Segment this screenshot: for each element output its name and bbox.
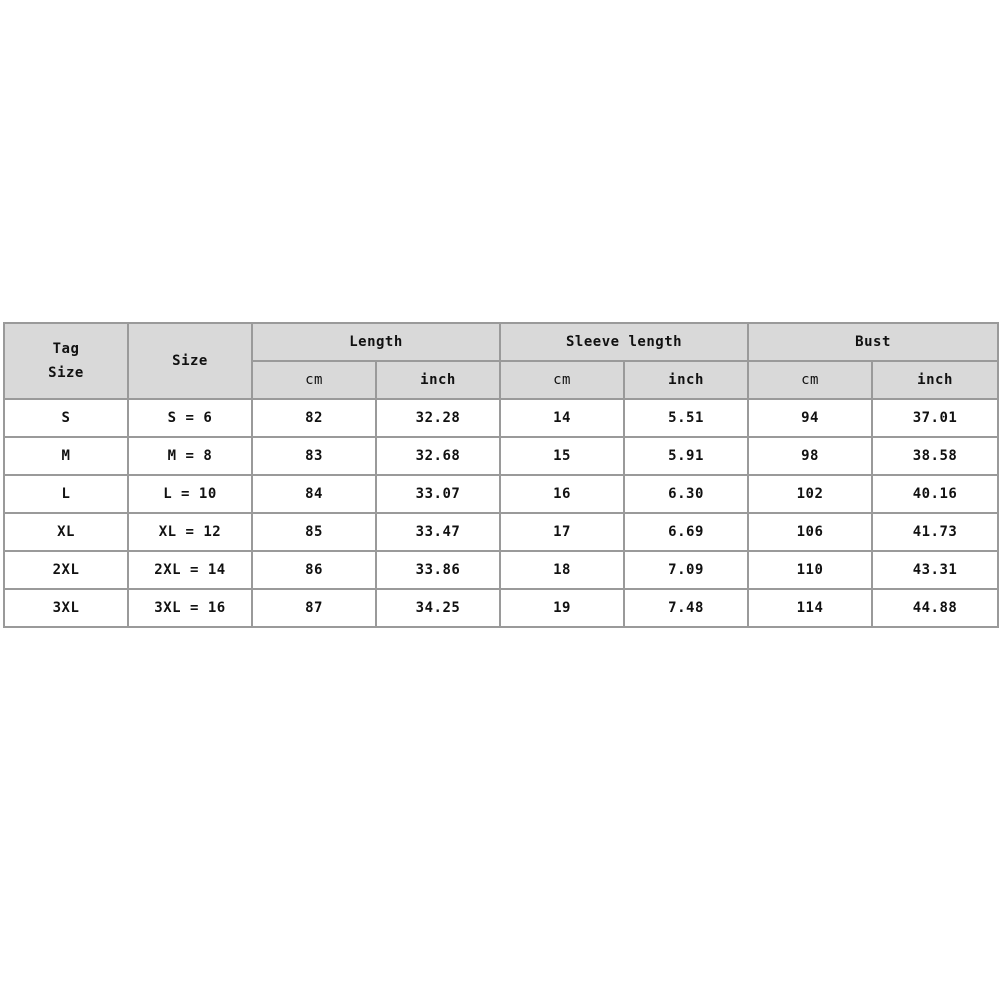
cell-bust-inch: 37.01 [872,399,998,437]
cell-length-inch: 34.25 [376,589,500,627]
cell-sleeve-inch: 7.48 [624,589,748,627]
cell-size: L = 10 [128,475,252,513]
cell-bust-inch: 41.73 [872,513,998,551]
cell-bust-cm: 114 [748,589,872,627]
header-row-main [4,323,998,361]
cell-tag-size: M [4,437,128,475]
cell-sleeve-cm: 15 [500,437,624,475]
cell-bust-inch: 40.16 [872,475,998,513]
cell-bust-cm: 110 [748,551,872,589]
header-length: Length [252,323,500,361]
cell-sleeve-inch: 5.51 [624,399,748,437]
table-row [4,551,998,589]
header-sleeve-inch: inch [624,361,748,399]
cell-sleeve-cm: 19 [500,589,624,627]
cell-tag-size: S [4,399,128,437]
header-bust-inch: inch [872,361,998,399]
cell-length-cm: 83 [252,437,376,475]
cell-tag-size: L [4,475,128,513]
cell-size: XL = 12 [128,513,252,551]
size-chart-body [4,399,998,627]
cell-size: 2XL = 14 [128,551,252,589]
cell-size: M = 8 [128,437,252,475]
cell-sleeve-cm: 14 [500,399,624,437]
table-row [4,399,998,437]
table-row [4,589,998,627]
table-row [4,513,998,551]
cell-sleeve-inch: 5.91 [624,437,748,475]
header-sleeve-cm: cm [500,361,624,399]
header-length-cm: cm [252,361,376,399]
cell-length-inch: 32.68 [376,437,500,475]
header-sleeve-length: Sleeve length [500,323,748,361]
cell-bust-inch: 43.31 [872,551,998,589]
cell-length-cm: 84 [252,475,376,513]
cell-bust-cm: 98 [748,437,872,475]
size-chart-table [3,322,999,628]
cell-bust-cm: 102 [748,475,872,513]
cell-length-inch: 33.47 [376,513,500,551]
header-tag-size-line2: Size [48,365,84,381]
header-tag-size-line1: Tag [52,341,80,357]
cell-bust-inch: 38.58 [872,437,998,475]
cell-length-cm: 86 [252,551,376,589]
cell-sleeve-cm: 18 [500,551,624,589]
cell-sleeve-inch: 6.30 [624,475,748,513]
cell-size: 3XL = 16 [128,589,252,627]
cell-length-inch: 33.86 [376,551,500,589]
cell-bust-cm: 94 [748,399,872,437]
cell-tag-size: 3XL [4,589,128,627]
table-row [4,475,998,513]
cell-length-inch: 33.07 [376,475,500,513]
cell-tag-size: XL [4,513,128,551]
header-size: Size [128,323,252,399]
table-row [4,437,998,475]
cell-tag-size: 2XL [4,551,128,589]
header-length-inch: inch [376,361,500,399]
cell-length-cm: 82 [252,399,376,437]
header-bust: Bust [748,323,998,361]
header-tag-size [4,323,128,399]
cell-sleeve-cm: 16 [500,475,624,513]
cell-bust-inch: 44.88 [872,589,998,627]
cell-sleeve-inch: 7.09 [624,551,748,589]
cell-length-cm: 85 [252,513,376,551]
cell-length-inch: 32.28 [376,399,500,437]
cell-sleeve-inch: 6.69 [624,513,748,551]
cell-sleeve-cm: 17 [500,513,624,551]
cell-length-cm: 87 [252,589,376,627]
cell-bust-cm: 106 [748,513,872,551]
header-bust-cm: cm [748,361,872,399]
cell-size: S = 6 [128,399,252,437]
